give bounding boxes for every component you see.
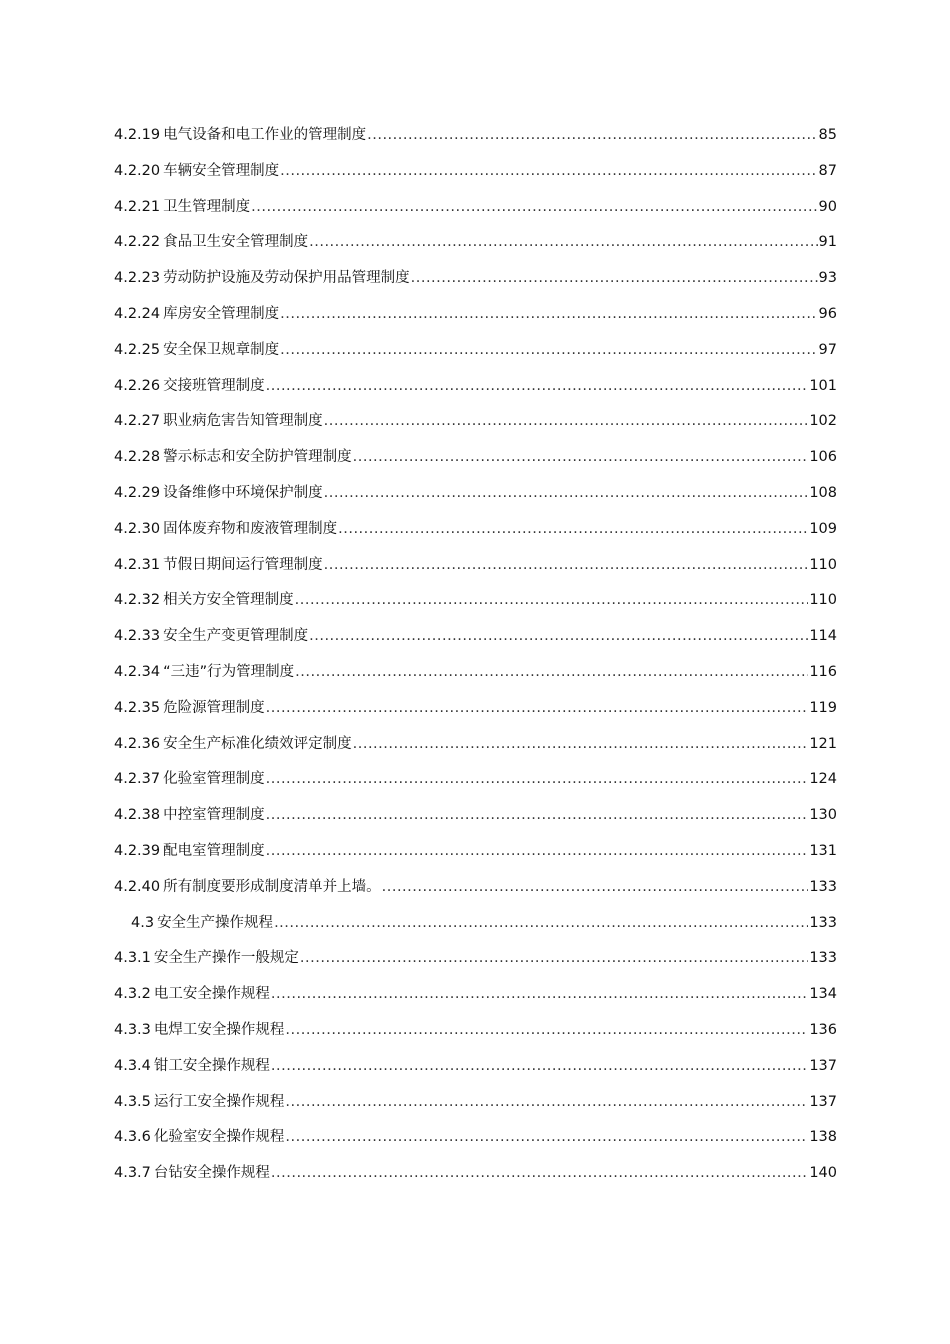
toc-entry-page: 119 [809, 699, 837, 716]
toc-entry-number: 4.2.24 [114, 305, 161, 322]
toc-entry[interactable] [114, 190, 837, 226]
toc-entry-title: 电焊工安全操作规程 [153, 1021, 285, 1038]
toc-dot-leader [367, 118, 817, 154]
toc-dot-leader [324, 404, 809, 440]
toc-entry-title: 所有制度要形成制度清单并上墙。 [163, 878, 381, 895]
toc-entry[interactable] [114, 941, 837, 977]
toc-entry-page: 110 [809, 556, 837, 573]
toc-entry-page: 137 [809, 1057, 837, 1074]
toc-entry-number: 4.3.5 [114, 1093, 151, 1110]
toc-entry-page: 106 [809, 449, 837, 466]
toc-entry[interactable] [114, 476, 837, 512]
toc-dot-leader [274, 906, 808, 942]
toc-dot-leader [271, 1049, 808, 1085]
toc-entry-number: 4.2.36 [114, 735, 161, 752]
toc-entry-page: 91 [818, 234, 837, 251]
toc-dot-leader [353, 440, 809, 476]
toc-entry[interactable] [114, 619, 837, 655]
toc-entry[interactable] [114, 369, 837, 405]
toc-entry-number: 4.2.32 [114, 592, 161, 609]
toc-dot-leader [271, 1156, 808, 1192]
toc-entry-page: 130 [809, 807, 837, 824]
toc-entry-number: 4.2.19 [114, 127, 161, 143]
toc-dot-leader [271, 977, 808, 1013]
toc-entry[interactable] [114, 404, 837, 440]
toc-dot-leader [324, 476, 809, 512]
toc-dot-leader [285, 1085, 808, 1121]
toc-entry-title: 食品卫生安全管理制度 [163, 234, 309, 251]
toc-entry-title: 安全生产变更管理制度 [163, 628, 309, 645]
toc-entry-title: 电工安全操作规程 [153, 986, 270, 1003]
toc-entry-number: 4.2.28 [114, 449, 161, 466]
toc-entry-page: 133 [809, 950, 837, 967]
toc-entry-title: 中控室管理制度 [163, 807, 265, 824]
toc-entry-title: 车辆安全管理制度 [163, 162, 280, 179]
toc-entry-number: 4.2.33 [114, 628, 161, 645]
toc-dot-leader [324, 548, 809, 584]
toc-entry-title: 固体废弃物和废液管理制度 [163, 520, 338, 537]
toc-entry-number: 4.2.29 [114, 484, 161, 501]
toc-dot-leader [411, 261, 818, 297]
toc-dot-leader [266, 369, 809, 405]
toc-entry[interactable] [114, 870, 837, 906]
toc-entry-title: 交接班管理制度 [163, 377, 265, 394]
toc-entry[interactable] [114, 1013, 837, 1049]
toc-dot-leader [382, 870, 809, 906]
toc-entry-page: 97 [818, 341, 837, 358]
toc-entry-title: 危险源管理制度 [163, 699, 265, 716]
toc-entry-number: 4.2.38 [114, 807, 161, 824]
toc-dot-leader [280, 297, 817, 333]
toc-dot-leader [266, 834, 809, 870]
toc-dot-leader [280, 154, 817, 190]
toc-entry[interactable] [114, 977, 837, 1013]
toc-entry-number: 4.2.34 [114, 663, 161, 680]
toc-entry-section[interactable] [114, 906, 837, 942]
toc-entry[interactable] [114, 762, 837, 798]
toc-entry-page: 136 [809, 1021, 837, 1038]
toc-entry[interactable] [114, 1156, 837, 1192]
toc-entry-title: 安全生产标准化绩效评定制度 [163, 735, 352, 752]
toc-entry-number: 4.3.7 [114, 1165, 151, 1182]
toc-entry-page: 131 [809, 842, 837, 859]
toc-entry-title: 库房安全管理制度 [163, 305, 280, 322]
toc-entry-number: 4.2.30 [114, 520, 161, 537]
toc-entry-page: 137 [809, 1093, 837, 1110]
toc-dot-leader [266, 798, 809, 834]
toc-entry[interactable] [114, 583, 837, 619]
toc-entry[interactable] [114, 261, 837, 297]
toc-entry-number: 4.2.22 [114, 234, 161, 251]
toc-entry[interactable] [114, 440, 837, 476]
toc-dot-leader [309, 225, 817, 261]
toc-entry-page: 102 [809, 413, 837, 430]
toc-entry-number: 4.2.26 [114, 377, 161, 394]
toc-entry-title: 化验室管理制度 [163, 771, 265, 788]
toc-entry-number: 4.3.1 [114, 950, 151, 967]
toc-dot-leader [353, 727, 809, 763]
toc-entry-page: 140 [809, 1165, 837, 1182]
toc-entry-number: 4.2.23 [114, 270, 161, 287]
toc-entry[interactable] [114, 512, 837, 548]
toc-entry-title: 设备维修中环境保护制度 [163, 484, 323, 501]
toc-entry-page: 110 [809, 592, 837, 609]
toc-entry-page: 134 [809, 986, 837, 1003]
toc-entry-number: 4.2.39 [114, 842, 161, 859]
toc-entry-title: 运行工安全操作规程 [153, 1093, 285, 1110]
toc-entry-page: 116 [809, 663, 837, 680]
toc-entry-title: 相关方安全管理制度 [163, 592, 294, 609]
toc-entry-number: 4.2.35 [114, 699, 161, 716]
toc-entry-title: 台钻安全操作规程 [153, 1165, 270, 1182]
toc-entry-title: 职业病危害告知管理制度 [163, 413, 323, 430]
toc-entry-title: “三违”行为管理制度 [163, 663, 295, 680]
toc-entry-title: 安全保卫规章制度 [163, 341, 280, 358]
toc-entry-title: 节假日期间运行管理制度 [163, 556, 323, 573]
toc-entry[interactable] [114, 1120, 837, 1156]
toc-entry[interactable] [114, 691, 837, 727]
toc-entry[interactable] [114, 118, 837, 154]
toc-entry-page: 124 [809, 771, 837, 788]
toc-entry-page: 108 [809, 484, 837, 501]
toc-entry[interactable] [114, 154, 837, 190]
toc-entry-title: 劳动防护设施及劳动保护用品管理制度 [163, 270, 410, 287]
toc-dot-leader [285, 1120, 808, 1156]
toc-entry-page: 85 [818, 127, 837, 143]
toc-dot-leader [285, 1013, 808, 1049]
toc-entry-number: 4.3.6 [114, 1129, 151, 1146]
toc-entry-number: 4.2.40 [114, 878, 161, 895]
toc-entry[interactable] [114, 1049, 837, 1085]
toc-dot-leader [251, 190, 817, 226]
toc-dot-leader [266, 762, 809, 798]
toc-entry-number: 4.2.31 [114, 556, 161, 573]
toc-entry-number: 4.3 [131, 914, 155, 931]
toc-dot-leader [300, 941, 808, 977]
toc-entry-title: 钳工安全操作规程 [153, 1057, 270, 1074]
toc-entry[interactable] [114, 1085, 837, 1121]
toc-entry-title: 安全生产操作一般规定 [153, 950, 299, 967]
toc-entry[interactable] [114, 655, 837, 691]
toc-entry-page: 133 [809, 878, 837, 895]
toc-entry-title: 安全生产操作规程 [157, 914, 274, 931]
toc-entry-page: 96 [818, 305, 837, 322]
toc-entry-page: 114 [809, 628, 837, 645]
table-of-contents [114, 118, 837, 1192]
toc-entry-number: 4.3.3 [114, 1021, 151, 1038]
toc-entry-number: 4.2.27 [114, 413, 161, 430]
toc-dot-leader [309, 619, 808, 655]
toc-entry-number: 4.2.37 [114, 771, 161, 788]
toc-entry[interactable] [114, 548, 837, 584]
toc-entry-number: 4.2.20 [114, 162, 161, 179]
toc-dot-leader [280, 333, 817, 369]
toc-entry[interactable] [114, 727, 837, 763]
toc-entry-number: 4.2.25 [114, 341, 161, 358]
toc-entry-page: 109 [809, 520, 837, 537]
toc-entry-page: 87 [818, 162, 837, 179]
toc-entry-number: 4.2.21 [114, 198, 161, 215]
toc-entry-title: 配电室管理制度 [163, 842, 265, 859]
toc-dot-leader [266, 691, 809, 727]
toc-entry-title: 电气设备和电工作业的管理制度 [163, 127, 367, 143]
toc-entry-number: 4.3.2 [114, 986, 151, 1003]
toc-entry-title: 化验室安全操作规程 [153, 1129, 285, 1146]
toc-entry-title: 警示标志和安全防护管理制度 [163, 449, 352, 466]
toc-entry-page: 93 [818, 270, 837, 287]
toc-entry[interactable] [114, 297, 837, 333]
toc-dot-leader [338, 512, 808, 548]
toc-entry[interactable] [114, 225, 837, 261]
toc-entry-title: 卫生管理制度 [163, 198, 251, 215]
toc-entry-page: 121 [809, 735, 837, 752]
toc-entry[interactable] [114, 333, 837, 369]
toc-entry-page: 101 [809, 377, 837, 394]
toc-entry-number: 4.3.4 [114, 1057, 151, 1074]
toc-entry-page: 90 [818, 198, 837, 215]
toc-entry-page: 138 [809, 1129, 837, 1146]
toc-entry[interactable] [114, 798, 837, 834]
toc-dot-leader [295, 583, 809, 619]
toc-dot-leader [295, 655, 808, 691]
toc-entry[interactable] [114, 834, 837, 870]
toc-entry-page: 133 [809, 914, 837, 931]
